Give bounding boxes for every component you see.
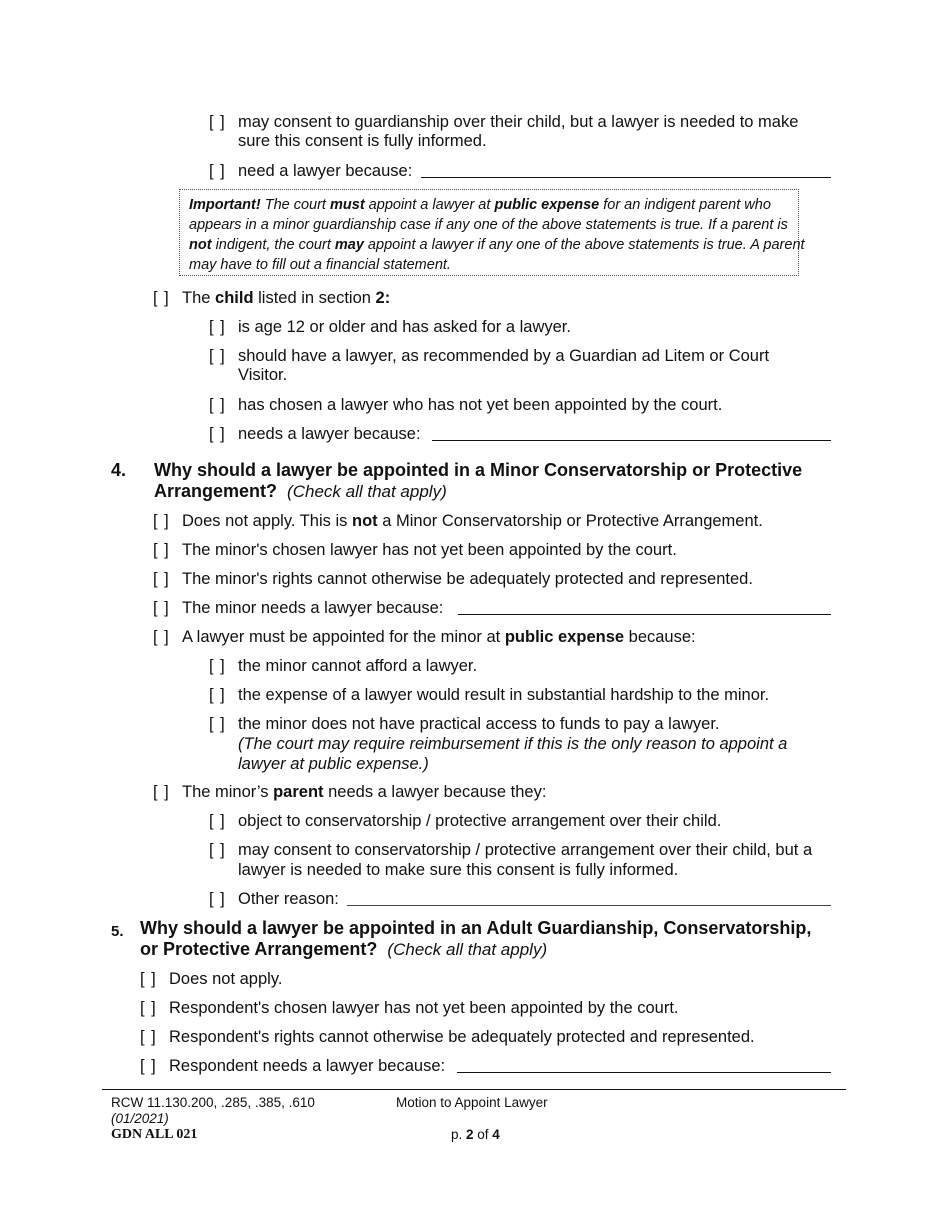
footer-form-id: GDN ALL 021 bbox=[111, 1127, 198, 1142]
footer-title: Motion to Appoint Lawyer bbox=[396, 1095, 548, 1110]
option-s5-rights: Respondent's rights cannot otherwise be adequately protected and represented. bbox=[169, 1028, 755, 1046]
checkbox[interactable]: [ ] bbox=[153, 512, 170, 530]
section-5-number: 5. bbox=[111, 923, 124, 940]
footer-rcw: RCW 11.130.200, .285, .385, .610 bbox=[111, 1095, 315, 1110]
option-parent-need-lawyer: need a lawyer because: bbox=[238, 162, 413, 180]
fill-line-s4-other-reason[interactable] bbox=[347, 905, 831, 906]
important-line-1: Important! The court must appoint a lawyer at public expense for an indigent parent who bbox=[189, 197, 771, 213]
section-4-title-line1: Why should a lawyer be appointed in a Minor Conservatorship or Protective bbox=[154, 460, 803, 480]
section-4-title-line2: Arrangement? (Check all that apply) bbox=[154, 481, 447, 501]
option-s5-chosen: Respondent's chosen lawyer has not yet been appointed by the court. bbox=[169, 999, 679, 1017]
checkbox[interactable]: [ ] bbox=[153, 628, 170, 646]
checkbox[interactable]: [ ] bbox=[209, 890, 226, 908]
option-s4-afford: the minor cannot afford a lawyer. bbox=[238, 657, 478, 675]
checkbox[interactable]: [ ] bbox=[209, 318, 226, 336]
option-s4-parent-other: Other reason: bbox=[238, 890, 339, 908]
section-5-title-line1: Why should a lawyer be appointed in an Adult Guardianship, Conservatorship, bbox=[140, 918, 812, 938]
option-child-recommended-line2: Visitor. bbox=[238, 366, 288, 384]
important-line-3: not indigent, the court may appoint a lawyer if any one of the above statements is true. A parent bbox=[189, 237, 805, 253]
option-s4-hardship: the expense of a lawyer would result in substantial hardship to the minor. bbox=[238, 686, 770, 704]
option-parent-consent-line1: may consent to guardianship over their child, but a lawyer is needed to make bbox=[238, 113, 799, 131]
option-s4-parent-consent-line2: lawyer is needed to make sure this consent is fully informed. bbox=[238, 861, 679, 879]
option-child-needs: needs a lawyer because: bbox=[238, 425, 421, 443]
option-child-chosen: has chosen a lawyer who has not yet been appointed by the court. bbox=[238, 396, 723, 414]
option-s4-parent-consent-line1: may consent to conservatorship / protective arrangement over their child, but a bbox=[238, 841, 813, 859]
checkbox[interactable]: [ ] bbox=[153, 783, 170, 801]
checkbox[interactable]: [ ] bbox=[140, 970, 157, 988]
checkbox[interactable]: [ ] bbox=[153, 599, 170, 617]
option-s4-access: the minor does not have practical access to funds to pay a lawyer. bbox=[238, 715, 720, 733]
fill-line-s4-reason[interactable] bbox=[458, 614, 831, 615]
checkbox[interactable]: [ ] bbox=[140, 1028, 157, 1046]
checkbox[interactable]: [ ] bbox=[140, 999, 157, 1017]
checkbox[interactable]: [ ] bbox=[153, 570, 170, 588]
option-child-age: is age 12 or older and has asked for a lawyer. bbox=[238, 318, 571, 336]
checkbox[interactable]: [ ] bbox=[209, 113, 226, 131]
option-s5-needs: Respondent needs a lawyer because: bbox=[169, 1057, 446, 1075]
option-s4-needs: The minor needs a lawyer because: bbox=[182, 599, 444, 617]
option-child: The child listed in section 2: bbox=[182, 289, 391, 307]
checkbox[interactable]: [ ] bbox=[209, 686, 226, 704]
checkbox[interactable]: [ ] bbox=[209, 347, 226, 365]
checkbox[interactable]: [ ] bbox=[153, 541, 170, 559]
option-s4-not-apply: Does not apply. This is not a Minor Conservatorship or Protective Arrangement. bbox=[182, 512, 763, 530]
option-s4-chosen: The minor's chosen lawyer has not yet been appointed by the court. bbox=[182, 541, 677, 559]
section-5-title-line2: or Protective Arrangement? (Check all that apply) bbox=[140, 939, 548, 959]
option-s4-parent-object: object to conservatorship / protective arrangement over their child. bbox=[238, 812, 722, 830]
option-s4-note-line2: lawyer at public expense.) bbox=[238, 755, 429, 773]
footer-page-number: p. 2 of 4 bbox=[451, 1127, 500, 1142]
option-s4-rights: The minor's rights cannot otherwise be adequately protected and represented. bbox=[182, 570, 753, 588]
important-line-2: appears in a minor guardianship case if any one of the above statements is true. If a parent is bbox=[189, 217, 788, 233]
fill-line-s5-reason[interactable] bbox=[457, 1072, 831, 1073]
footer-divider bbox=[102, 1089, 846, 1090]
checkbox[interactable]: [ ] bbox=[153, 289, 170, 307]
footer-date: (01/2021) bbox=[111, 1111, 169, 1126]
option-s4-note-line1: (The court may require reimbursement if this is the only reason to appoint a bbox=[238, 735, 788, 753]
option-s4-public-expense: A lawyer must be appointed for the minor at public expense because: bbox=[182, 628, 696, 646]
checkbox[interactable]: [ ] bbox=[209, 162, 226, 180]
important-line-4: may have to fill out a financial statement. bbox=[189, 257, 451, 273]
section-4-number: 4. bbox=[111, 460, 127, 480]
checkbox[interactable]: [ ] bbox=[209, 396, 226, 414]
fill-line-child-reason[interactable] bbox=[432, 440, 831, 441]
checkbox[interactable]: [ ] bbox=[209, 841, 226, 859]
checkbox[interactable]: [ ] bbox=[140, 1057, 157, 1075]
fill-line-parent-reason[interactable] bbox=[421, 177, 831, 178]
checkbox[interactable]: [ ] bbox=[209, 657, 226, 675]
option-s5-not-apply: Does not apply. bbox=[169, 970, 283, 988]
checkbox[interactable]: [ ] bbox=[209, 812, 226, 830]
checkbox[interactable]: [ ] bbox=[209, 425, 226, 443]
option-s4-parent: The minor’s parent needs a lawyer because they: bbox=[182, 783, 547, 801]
option-parent-consent-line2: sure this consent is fully informed. bbox=[238, 132, 487, 150]
important-notice-box bbox=[179, 189, 805, 276]
option-child-recommended-line1: should have a lawyer, as recommended by a Guardian ad Litem or Court bbox=[238, 347, 770, 365]
checkbox[interactable]: [ ] bbox=[209, 715, 226, 733]
